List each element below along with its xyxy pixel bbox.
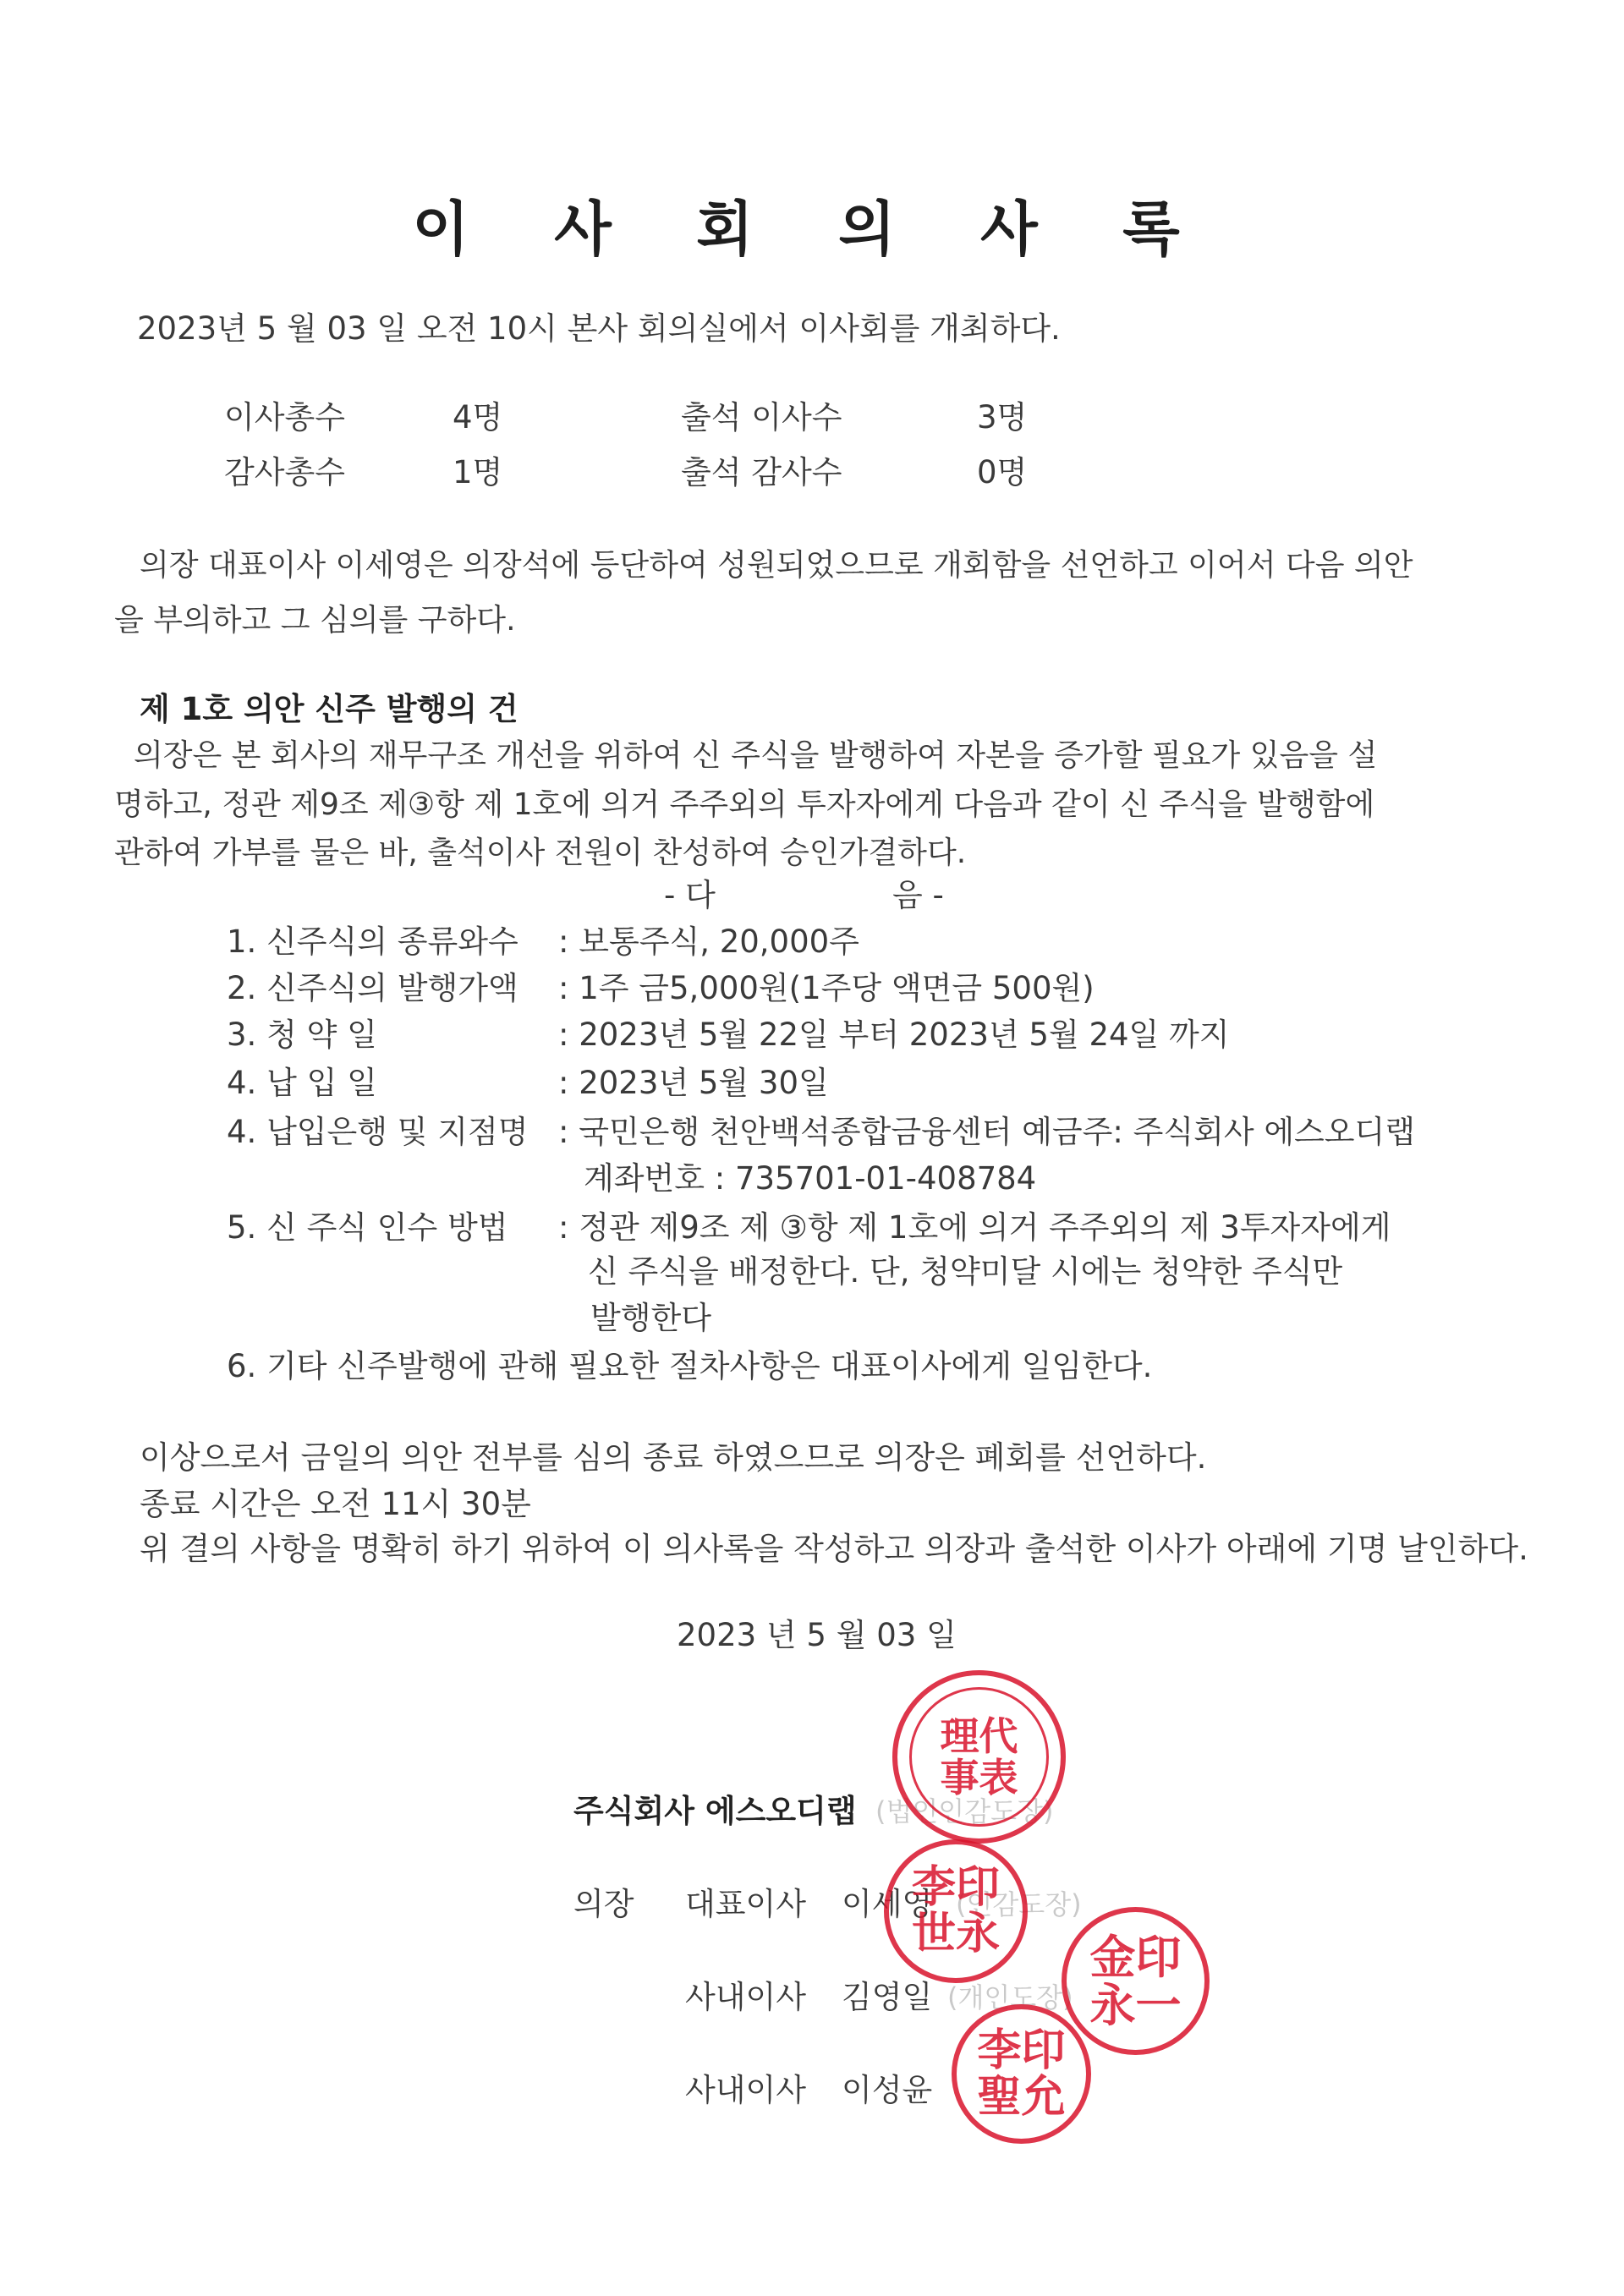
item-5-value: : 국민은행 천안백석종합금융센터 예금주: 주식회사 에스오디랩 — [558, 1114, 1416, 1150]
item-2-label: 2. 신주식의 발행가액 — [227, 970, 518, 1006]
item-3-value: : 2023년 5월 22일 부터 2023년 5월 24일 까지 — [558, 1016, 1230, 1053]
item-3-label: 3. 청 약 일 — [227, 1016, 377, 1053]
directors-present-value: 3명 — [977, 399, 1028, 436]
company-name: 주식회사 에스오디랩 — [573, 1793, 857, 1829]
ceo-seal-note: (인감도장) — [956, 1888, 1082, 1921]
item-6-value-3: 발행한다 — [590, 1300, 711, 1336]
document-date: 2023 년 5 월 03 일 — [677, 1617, 957, 1653]
divider-left: - 다 — [664, 877, 716, 913]
directors-present-label: 출석 이사수 — [681, 399, 842, 436]
opening-line-2: 을 부의하고 그 심의를 구하다. — [114, 603, 516, 638]
auditors-total-value: 1명 — [453, 454, 503, 490]
item-6-value: : 정관 제9조 제 ③항 제 1호에 의거 주주외의 제 3투자자에게 — [558, 1209, 1391, 1246]
closing-line-3: 위 결의 사항을 명확히 하기 위하여 이 의사록을 작성하고 의장과 출석한 이사가 아래에 기명 날인하다. — [140, 1531, 1528, 1567]
item-5-account: 계좌번호 : 735701-01-408784 — [584, 1160, 1037, 1197]
divider-right: 음 - — [892, 877, 944, 913]
agenda-heading: 제 1호 의안 신주 발행의 건 — [140, 691, 518, 727]
closing-line-2: 종료 시간은 오전 11시 30분 — [140, 1486, 531, 1522]
auditors-total-label: 감사총수 — [224, 454, 345, 490]
ceo-role: 대표이사 — [685, 1886, 806, 1922]
item-7-label: 6. 기타 신주발행에 관해 필요한 절차사항은 대표이사에게 일임한다. — [227, 1348, 1153, 1384]
item-4-label: 4. 납 입 일 — [227, 1065, 377, 1101]
document-title: 이 사 회 의 사 록 — [412, 195, 1212, 264]
auditors-present-value: 0명 — [977, 454, 1028, 490]
item-5-label: 4. 납입은행 및 지점명 — [227, 1114, 529, 1150]
auditors-present-label: 출석 감사수 — [681, 454, 842, 490]
kim-seal-stamp — [1062, 1907, 1210, 2055]
item-1-value: : 보통주식, 20,000주 — [558, 923, 859, 960]
director-kim-name: 김영일 — [842, 1979, 933, 2015]
kim-seal-text: 金印 永一 — [1089, 1929, 1182, 2032]
item-2-value: : 1주 금5,000원(1주당 액면금 500원) — [558, 970, 1095, 1006]
directors-total-label: 이사총수 — [224, 399, 345, 436]
director-lee-name: 이성윤 — [842, 2072, 933, 2108]
agenda-body-line-1: 의장은 본 회사의 재무구조 개선을 위하여 신 주식을 발행하여 자본을 증가할 필요가 있음을 설 — [134, 738, 1378, 773]
director-lee-role: 사내이사 — [685, 2072, 806, 2108]
director-kim-role: 사내이사 — [685, 1979, 806, 2015]
lee-seal-text: 李印 聖允 — [977, 2024, 1066, 2123]
ceo-seal-text: 李印 世永 — [911, 1861, 1000, 1959]
director-kim-seal-note: (개인도장) — [947, 1981, 1073, 2014]
lee-seal-stamp — [952, 2004, 1091, 2144]
intro-line: 2023년 5 월 03 일 오전 10시 본사 회의실에서 이사회를 개최하다. — [137, 310, 1061, 347]
directors-total-value: 4명 — [453, 399, 503, 436]
item-4-value: : 2023년 5월 30일 — [558, 1065, 829, 1101]
agenda-body-line-3: 관하여 가부를 물은 바, 출석이사 전원이 찬성하여 승인가결하다. — [114, 836, 967, 870]
ceo-name: 이세영 — [842, 1886, 933, 1922]
ceo-seal-stamp — [884, 1839, 1028, 1983]
company-seal-note: (법인인감도장) — [875, 1795, 1054, 1827]
item-1-label: 1. 신주식의 종류와수 — [227, 923, 518, 960]
opening-line-1: 의장 대표이사 이세영은 의장석에 등단하여 성원되었으므로 개회함을 선언하고 이어서 다음 의안 — [140, 548, 1413, 583]
item-6-label: 5. 신 주식 인수 방법 — [227, 1209, 508, 1246]
corporate-seal-stamp — [892, 1670, 1066, 1844]
chair-prefix: 의장 — [573, 1886, 634, 1922]
agenda-body-line-2: 명하고, 정관 제9조 제③항 제 1호에 의거 주주외의 투자자에게 다음과 같이 신 주식을 발행함에 — [114, 787, 1375, 822]
closing-line-1: 이상으로서 금일의 의안 전부를 심의 종료 하였으므로 의장은 폐회를 선언하다. — [140, 1439, 1207, 1476]
corporate-seal-text: 理代 事表 — [940, 1713, 1018, 1800]
item-6-value-2: 신 주식을 배정한다. 단, 청약미달 시에는 청약한 주식만 — [588, 1253, 1343, 1290]
